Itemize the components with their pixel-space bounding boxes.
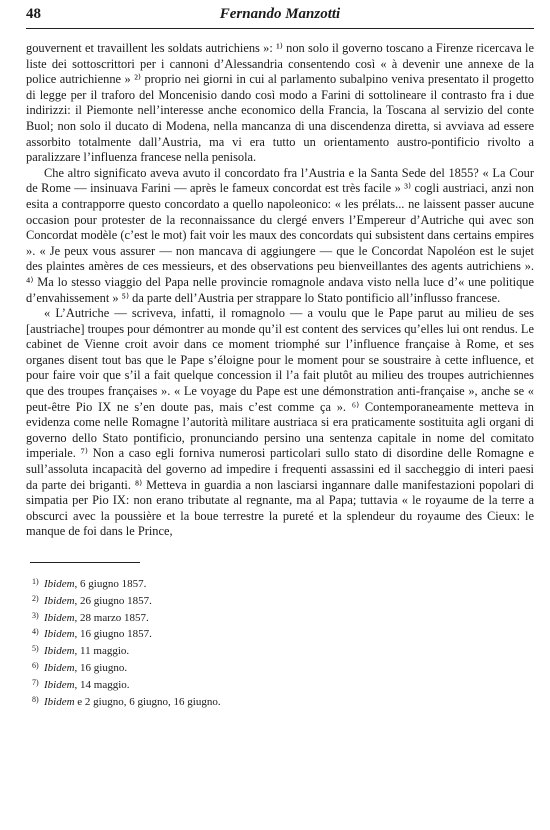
footnote-number: 1) <box>32 577 39 586</box>
footnote-number: 5) <box>32 644 39 654</box>
paragraph-3: « L’Autriche — scriveva, infatti, il romagnolo — a voulu que le Pape parut au milieu de ses [austriache] troupes pour démontrer au monde qu’il est content des services qu’elles lui ont rendus. Le cabinet de Vienne croit avoir dans ce moment triomphé sur l’influence française à Rome, et ses organes disent tout bas que le Pape s’éloigne pour le moment pour se soustraire à cette influence, et pour faire voir que s’il a fait quelque concession il l’a fait plutôt au milieu des troupes autrichiennes que des troupes françaises ». « Le voyage du Pape est une démonstration anti-française », anche se « peut-être Pio IX ne s’en doute pas, mais c’est comme ça ». ⁶⁾ Contemporaneamente metteva in evidenza come nelle Romagne l’autorità militare austriaca si era praticamente sostituita agli organi di governo dello Stato pontificio, pronunciando persino una sentenza capitale in nome del comitato imperiale. ⁷⁾ Non a caso egli forniva numerosi particolari sullo stato di disordine delle Romagne e sull’assoluta incapacità del governo ad impedire i frequenti assassini ed il saccheggio di interi paesi da parte dei briganti. ⁸⁾ Metteva in guardia a non lasciarsi ingannare dalle manifestazioni popolari di simpatia per Pio IX: non erano tributate al regnante, ma al Papa; tuttavia « le royaume de la terre a obscurci avec la poussière et la boue terrestre la pureté et la splendeur du royaume des Cieux: le manque de foi dans le Prince, <box>26 306 534 539</box>
footnote-number: 6) <box>32 660 39 670</box>
footnote-number: 7) <box>32 677 39 687</box>
footnote <box>32 642 534 659</box>
body-text <box>26 41 534 540</box>
footnote-text: Ibidem, 14 maggio. <box>44 678 130 691</box>
footnote <box>32 575 534 592</box>
paragraph-1: gouvernent et travaillent les soldats autrichiens »: ¹⁾ non solo il governo toscano a Firenze ricercava le liste dei sottoscrittori per i cannoni d’Alessandria consentendo così « à devenir une annexe de la police autrichienne » ²⁾ proprio nei giorni in cui al parlamento subalpino veniva presentato il progetto di legge per il traforo del Moncenisio dando così modo a Farini di sottolineare il contrasto fra i due indirizzi: il Piemonte nell’interesse anche economico della Francia, la Toscana al servizio del conte Buol; non solo il ducato di Modena, nella mancanza di una discendenza diretta, si avviava ad essere assorbito totalmente dall’Austria, ma vi era tutto un orientamento austro-pontificio rivolto a paralizzare l’influenza francese nella penisola. <box>26 41 534 165</box>
footnote-text: Ibidem, 26 giugno 1857. <box>44 594 152 607</box>
footnote-separator <box>30 562 140 563</box>
footnote-text: Ibidem, 11 maggio. <box>44 645 130 658</box>
footnote-number: 8) <box>32 694 39 704</box>
footnote <box>32 659 534 676</box>
footnote-number: 4) <box>32 627 39 637</box>
footnote-text: Ibidem, 6 giugno 1857. <box>44 578 147 590</box>
footnote <box>32 609 534 626</box>
footnotes <box>26 575 534 709</box>
book-page <box>26 6 534 709</box>
footnote-text: Ibidem e 2 giugno, 6 giugno, 16 giugno. <box>44 695 221 708</box>
paragraph-2: Che altro significato aveva avuto il concordato fra l’Austria e la Santa Sede del 1855? « La Cour de Rome — insinuava Farini — après le fameux concordat est très facile » ³⁾ cogli austriaci, anzi non esita a contrapporre questo concordato a quello napoleonico: « les prélats... ne laissent passer aucune occasion pour protester de la reconnaissance du clergé envers l’Empereur d’Autriche qui avec son Concordat modèle (c’est le mot) fait voir les maux des concordats qui subsistent dans certains empires ». « Je peux vous assurer — non mancava di aggiungere — que le Concordat Napoléon est le sujet des plaintes amères de ces messieurs, et des observations peu bienveillantes des agents autrichiens ». ⁴⁾ Ma lo stesso viaggio del Papa nelle provincie romagnole andava visto nella luce d’« une politique d’envahissement » ⁵⁾ da parte dell’Austria per strappare lo Stato pontificio all’influsso francese. <box>26 165 534 305</box>
footnote-text: Ibidem, 28 marzo 1857. <box>44 611 149 624</box>
page-number: 48 <box>26 6 41 22</box>
footnote <box>32 625 534 642</box>
footnote-text: Ibidem, 16 giugno 1857. <box>44 628 152 641</box>
footnote <box>32 693 534 710</box>
footnote-text: Ibidem, 16 giugno. <box>44 661 128 674</box>
footnote <box>32 676 534 693</box>
footnote-number: 2) <box>32 593 39 603</box>
running-title: Fernando Manzotti <box>219 6 341 22</box>
footnote <box>32 592 534 609</box>
footnote-number: 3) <box>32 610 39 620</box>
page-header <box>26 6 534 29</box>
